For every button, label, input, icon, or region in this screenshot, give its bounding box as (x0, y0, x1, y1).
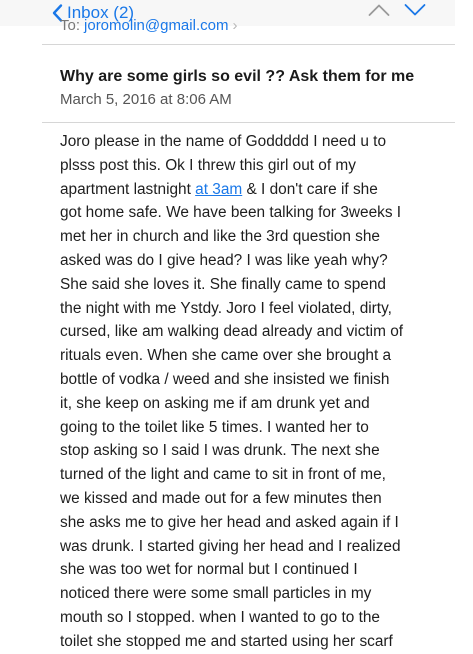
body-line: She said she loves it. She finally came to spend (60, 275, 386, 293)
time-link[interactable]: at 3am (195, 180, 243, 198)
body-line: bottle of vodka / weed and she insisted we finish (60, 370, 390, 388)
body-line: it, she keep on asking me if am drunk yet and (60, 394, 370, 412)
body-line: noticed there were some small particles in my (60, 585, 372, 603)
body-line: was drunk. I started giving her head and I realized (60, 537, 401, 555)
chevron-right-icon: › (232, 17, 238, 34)
body-line: met her in church and like the 3rd question she (60, 228, 380, 246)
body-line: we kissed and made out for a few minutes then (60, 489, 382, 507)
body-line: she was too wet for normal but I continued I (60, 561, 358, 579)
body-line: stop asking so I said I was drunk. The next she (60, 442, 380, 460)
body-line: Joro please in the name of Goddddd I need u to (60, 133, 386, 150)
body-line: mouth so I stopped. when I wanted to go to the (60, 608, 380, 626)
to-label: To: (60, 17, 81, 34)
email-date: March 5, 2016 at 8:06 AM (60, 91, 232, 108)
body-line: toilet she stopped me and started using her scarf (60, 632, 393, 650)
body-line (60, 178, 445, 202)
email-body (60, 130, 445, 654)
body-text-segment: & I don't care if she (242, 180, 378, 198)
body-line: rituals even. When she came over she brought a (60, 347, 392, 365)
chevron-up-icon[interactable] (368, 3, 390, 17)
body-line: going to the toilet like 5 times. I wanted her to (60, 418, 369, 436)
recipient-line[interactable] (60, 17, 237, 35)
body-line: the night with me Ystdy. Joro I feel violated, dirty, (60, 299, 392, 317)
body-line: cursed, like am walking dead already and victim of (60, 323, 404, 341)
body-line: turned of the light and came to sit in front of me, (60, 466, 386, 484)
body-line: asked was do I give head? I was like yeah why? (60, 251, 388, 269)
message-navigation (368, 3, 426, 17)
back-label: Inbox (2) (67, 3, 135, 22)
body-text-segment: apartment lastnight (60, 180, 196, 198)
recipient-address[interactable]: joromolin@gmail.com (84, 17, 229, 34)
body-divider (42, 122, 455, 123)
email-subject: Why are some girls so evil ?? Ask them for me (60, 68, 415, 85)
body-line: she asks me to give her head and asked again if I (60, 513, 399, 531)
body-line: got home safe. We have been talking for 3weeks I (60, 204, 402, 222)
header-divider (42, 44, 455, 45)
chevron-down-icon[interactable] (404, 3, 426, 17)
recipient-row (0, 17, 455, 40)
body-line: plsss post this. Ok I threw this girl out of my (60, 156, 356, 174)
